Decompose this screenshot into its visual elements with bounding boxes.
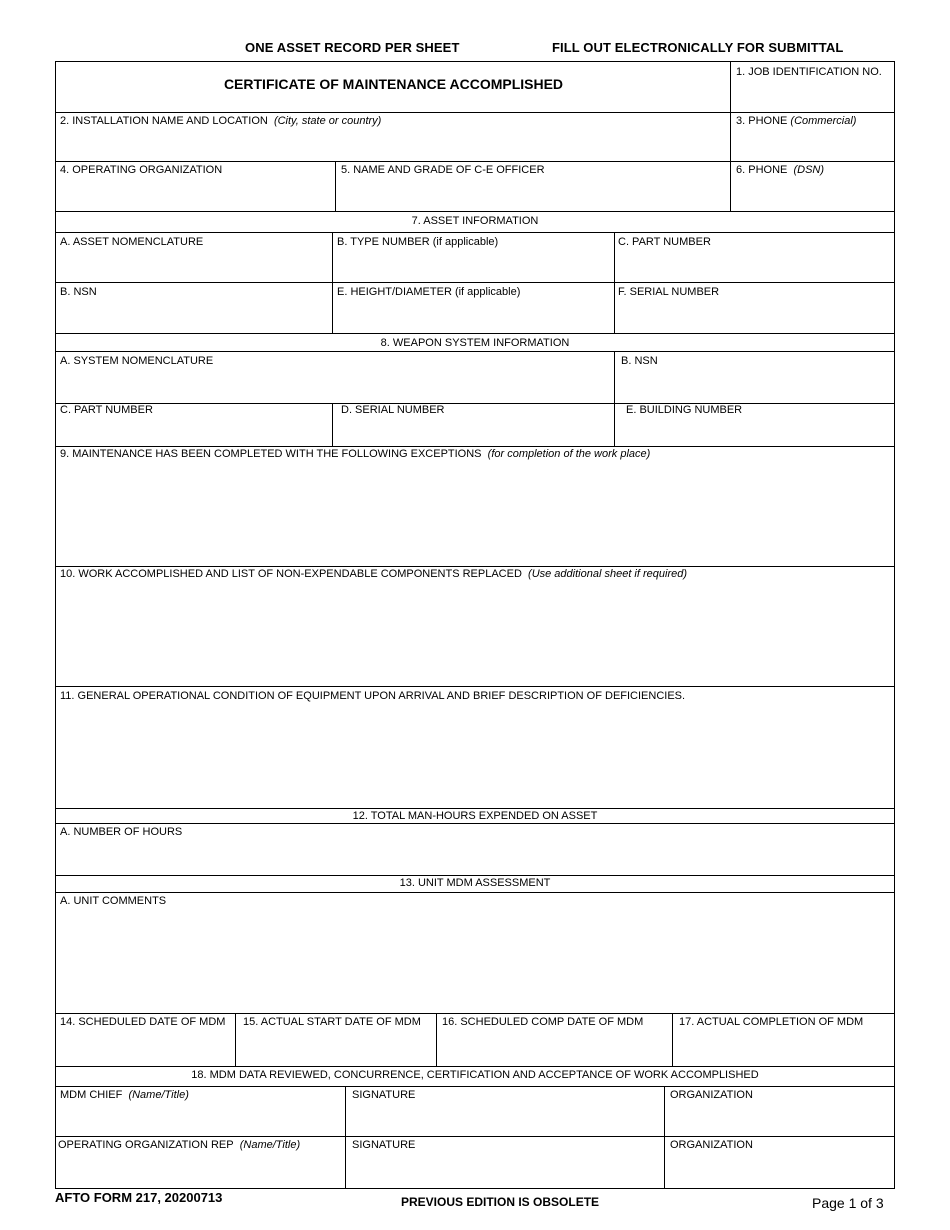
asset-part-number-field[interactable] bbox=[616, 251, 892, 279]
mdm-chief-signature-field[interactable] bbox=[347, 1105, 662, 1133]
weapon-serial-number-field[interactable] bbox=[334, 419, 612, 444]
divider bbox=[56, 686, 894, 687]
mdm-chief-org-field[interactable] bbox=[666, 1105, 892, 1133]
number-of-hours-field[interactable] bbox=[58, 842, 892, 872]
operational-condition-field[interactable] bbox=[58, 706, 892, 806]
exceptions-label: 9. MAINTENANCE HAS BEEN COMPLETED WITH THE FOLLOWING EXCEPTIONS (for completion of the work place) bbox=[60, 448, 651, 460]
divider bbox=[56, 566, 894, 567]
divider bbox=[56, 446, 894, 447]
asset-nomenclature-label: A. ASSET NOMENCLATURE bbox=[60, 236, 204, 248]
divider bbox=[335, 161, 336, 211]
unit-comments-label: A. UNIT COMMENTS bbox=[60, 895, 167, 907]
system-nomenclature-label: A. SYSTEM NOMENCLATURE bbox=[60, 355, 214, 367]
asset-serial-number-field[interactable] bbox=[616, 301, 892, 331]
fill-out-note: FILL OUT ELECTRONICALLY FOR SUBMITTAL bbox=[552, 40, 844, 55]
ce-officer-label: 5. NAME AND GRADE OF C-E OFFICER bbox=[341, 164, 545, 176]
op-rep-org-label: ORGANIZATION bbox=[670, 1139, 753, 1151]
page-info: Page 1 of 3 bbox=[812, 1195, 884, 1211]
type-number-label: B. TYPE NUMBER (if applicable) bbox=[337, 236, 499, 248]
form-frame bbox=[55, 61, 895, 1189]
edition-note: PREVIOUS EDITION IS OBSOLETE bbox=[401, 1195, 600, 1209]
type-number-field[interactable] bbox=[334, 251, 612, 279]
height-diameter-label: E. HEIGHT/DIAMETER (if applicable) bbox=[337, 286, 521, 298]
review-heading: 18. MDM DATA REVIEWED, CONCURRENCE, CERTIFICATION AND ACCEPTANCE OF WORK ACCOMPLISHED bbox=[191, 1069, 759, 1081]
asset-serial-number-label: F. SERIAL NUMBER bbox=[618, 286, 720, 298]
mdm-chief-signature-label: SIGNATURE bbox=[352, 1089, 416, 1101]
divider bbox=[664, 1086, 665, 1188]
divider bbox=[56, 875, 894, 876]
installation-field[interactable] bbox=[58, 130, 728, 160]
divider bbox=[56, 823, 894, 824]
divider bbox=[56, 161, 894, 162]
divider bbox=[56, 112, 894, 113]
divider bbox=[436, 1013, 437, 1066]
weapon-nsn-field[interactable] bbox=[616, 370, 892, 400]
op-rep-org-field[interactable] bbox=[666, 1155, 892, 1185]
operating-org-field[interactable] bbox=[58, 179, 332, 209]
divider bbox=[56, 1136, 894, 1137]
divider bbox=[332, 403, 333, 446]
system-nomenclature-field[interactable] bbox=[58, 370, 612, 400]
divider bbox=[56, 1086, 894, 1087]
divider bbox=[345, 1086, 346, 1188]
installation-label: 2. INSTALLATION NAME AND LOCATION (City, state or country) bbox=[60, 115, 382, 127]
weapon-nsn-label: B. NSN bbox=[621, 355, 658, 367]
op-rep-signature-label: SIGNATURE bbox=[352, 1139, 416, 1151]
divider bbox=[730, 62, 731, 211]
divider bbox=[56, 282, 894, 283]
actual-completion-field[interactable] bbox=[674, 1032, 892, 1062]
divider bbox=[56, 892, 894, 893]
phone-commercial-field[interactable] bbox=[732, 130, 892, 160]
divider bbox=[56, 1066, 894, 1067]
asset-part-number-label: C. PART NUMBER bbox=[618, 236, 711, 248]
phone-dsn-label: 6. PHONE (DSN) bbox=[736, 164, 825, 176]
divider bbox=[56, 211, 894, 212]
scheduled-date-label: 14. SCHEDULED DATE OF MDM bbox=[60, 1016, 226, 1028]
mdm-chief-org-label: ORGANIZATION bbox=[670, 1089, 753, 1101]
mdm-assessment-heading: 13. UNIT MDM ASSESSMENT bbox=[399, 877, 551, 889]
divider bbox=[56, 232, 894, 233]
phone-commercial-label: 3. PHONE (Commercial) bbox=[736, 115, 857, 127]
divider bbox=[614, 351, 615, 446]
divider bbox=[672, 1013, 673, 1066]
op-rep-field[interactable] bbox=[58, 1155, 343, 1185]
exceptions-field[interactable] bbox=[58, 464, 892, 564]
asset-nsn-field[interactable] bbox=[58, 301, 330, 331]
form-title: CERTIFICATE OF MAINTENANCE ACCOMPLISHED bbox=[223, 76, 564, 92]
number-of-hours-label: A. NUMBER OF HOURS bbox=[60, 826, 183, 838]
weapon-part-number-field[interactable] bbox=[58, 419, 330, 444]
scheduled-date-field[interactable] bbox=[58, 1032, 233, 1062]
op-rep-label: OPERATING ORGANIZATION REP (Name/Title) bbox=[58, 1139, 301, 1151]
job-id-field[interactable] bbox=[732, 82, 892, 110]
divider bbox=[235, 1013, 236, 1066]
actual-completion-label: 17. ACTUAL COMPLETION OF MDM bbox=[679, 1016, 864, 1028]
divider bbox=[56, 351, 894, 352]
asset-info-heading: 7. ASSET INFORMATION bbox=[411, 215, 539, 227]
work-accomplished-field[interactable] bbox=[58, 584, 892, 684]
scheduled-comp-field[interactable] bbox=[438, 1032, 670, 1062]
divider bbox=[56, 1013, 894, 1014]
building-number-field[interactable] bbox=[616, 419, 892, 444]
operational-condition-label: 11. GENERAL OPERATIONAL CONDITION OF EQUIPMENT UPON ARRIVAL AND BRIEF DESCRIPTION OF DEFICIENCIES. bbox=[60, 690, 686, 702]
operating-org-label: 4. OPERATING ORGANIZATION bbox=[60, 164, 223, 176]
ce-officer-field[interactable] bbox=[337, 179, 728, 209]
scheduled-comp-label: 16. SCHEDULED COMP DATE OF MDM bbox=[442, 1016, 644, 1028]
op-rep-signature-field[interactable] bbox=[347, 1155, 662, 1185]
asset-nsn-label: B. NSN bbox=[60, 286, 97, 298]
actual-start-field[interactable] bbox=[237, 1032, 434, 1062]
phone-dsn-field[interactable] bbox=[732, 179, 892, 209]
divider bbox=[56, 403, 894, 404]
mdm-chief-label: MDM CHIEF (Name/Title) bbox=[60, 1089, 189, 1101]
height-diameter-field[interactable] bbox=[334, 301, 612, 331]
actual-start-label: 15. ACTUAL START DATE OF MDM bbox=[243, 1016, 421, 1028]
weapon-info-heading: 8. WEAPON SYSTEM INFORMATION bbox=[380, 337, 570, 349]
work-accomplished-label: 10. WORK ACCOMPLISHED AND LIST OF NON-EXPENDABLE COMPONENTS REPLACED (Use additional sheet if required) bbox=[60, 568, 688, 580]
man-hours-heading: 12. TOTAL MAN-HOURS EXPENDED ON ASSET bbox=[352, 810, 598, 822]
building-number-label: E. BUILDING NUMBER bbox=[626, 404, 743, 416]
weapon-part-number-label: C. PART NUMBER bbox=[60, 404, 153, 416]
weapon-serial-number-label: D. SERIAL NUMBER bbox=[341, 404, 445, 416]
unit-comments-field[interactable] bbox=[58, 911, 892, 1011]
asset-nomenclature-field[interactable] bbox=[58, 251, 330, 279]
form-id: AFTO FORM 217, 20200713 bbox=[55, 1190, 223, 1205]
job-id-label: 1. JOB IDENTIFICATION NO. bbox=[736, 66, 882, 78]
one-asset-note: ONE ASSET RECORD PER SHEET bbox=[245, 40, 460, 55]
divider bbox=[56, 333, 894, 334]
divider bbox=[56, 808, 894, 809]
mdm-chief-field[interactable] bbox=[58, 1105, 343, 1133]
